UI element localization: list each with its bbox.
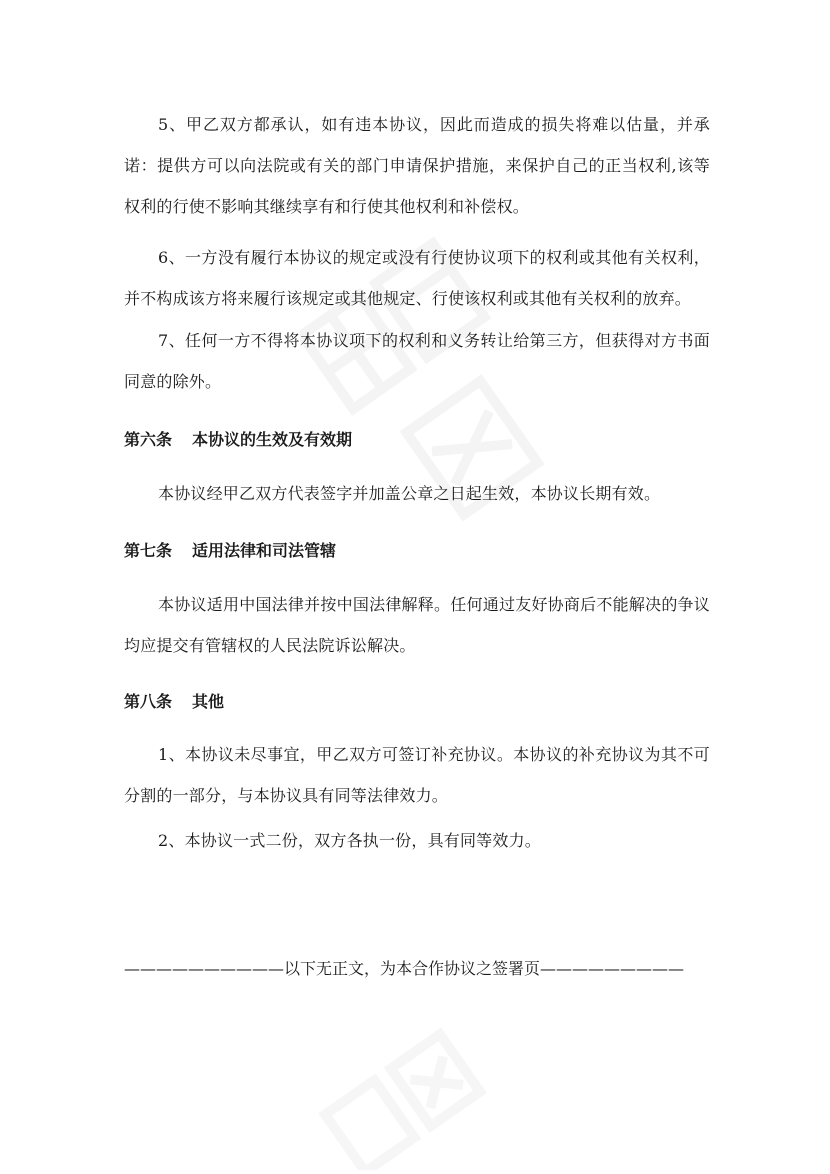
article-8-item-2-text: 2、本协议一式二份，双方各执一份，具有同等效力。 <box>158 831 541 850</box>
article-6-body-text: 本协议经甲乙双方代表签字并加盖公章之日起生效，本协议长期有效。 <box>158 484 661 503</box>
article-7-heading <box>124 539 336 563</box>
clause-7-text: 7、任何一方不得将本协议项下的权利和义务转让给第三方，但获得对方书面同意的除外。 <box>124 331 710 391</box>
article-8-number: 第八条 <box>124 692 173 711</box>
clause-5-text: 5、甲乙双方都承认，如有违本协议，因此而造成的损失将难以估量，并承诺：提供方可以向法院或有关的部门申请保护措施，来保护自己的正当权利,该等权利的行使不影响其继续享有和行使其他权利和补偿权。 <box>124 115 710 216</box>
watermark-icon <box>290 1010 570 1170</box>
end-of-text-note: ——————————以下无正文，为本合作协议之签署页————————— <box>124 959 685 978</box>
clause-5 <box>124 104 710 227</box>
article-7-number: 第七条 <box>124 541 173 560</box>
article-6-title: 本协议的生效及有效期 <box>192 430 353 449</box>
article-8-item-1-text: 1、本协议未尽事宜，甲乙双方可签订补充协议。本协议的补充协议为其不可分割的一部分，与本协议具有同等法律效力。 <box>124 745 710 805</box>
article-8-title: 其他 <box>192 692 225 711</box>
article-7-body <box>124 584 710 666</box>
clause-7 <box>124 320 710 402</box>
article-6-heading <box>124 428 352 452</box>
clause-6-text: 6、一方没有履行本协议的规定或没有行使协议项下的权利或其他有关权利，并不构成该方将来履行该规定或其他规定、行使该权利或其他有关权利的放弃。 <box>124 248 710 308</box>
article-7-body-text: 本协议适用中国法律并按中国法律解释。任何通过友好协商后不能解决的争议均应提交有管辖权的人民法院诉讼解决。 <box>124 595 710 655</box>
article-8-heading <box>124 690 224 714</box>
article-6-body <box>124 473 710 514</box>
article-8-item-2 <box>124 820 710 861</box>
article-8-item-1 <box>124 734 710 816</box>
clause-6 <box>124 237 710 319</box>
article-6-number: 第六条 <box>124 430 173 449</box>
article-7-title: 适用法律和司法管辖 <box>192 541 337 560</box>
